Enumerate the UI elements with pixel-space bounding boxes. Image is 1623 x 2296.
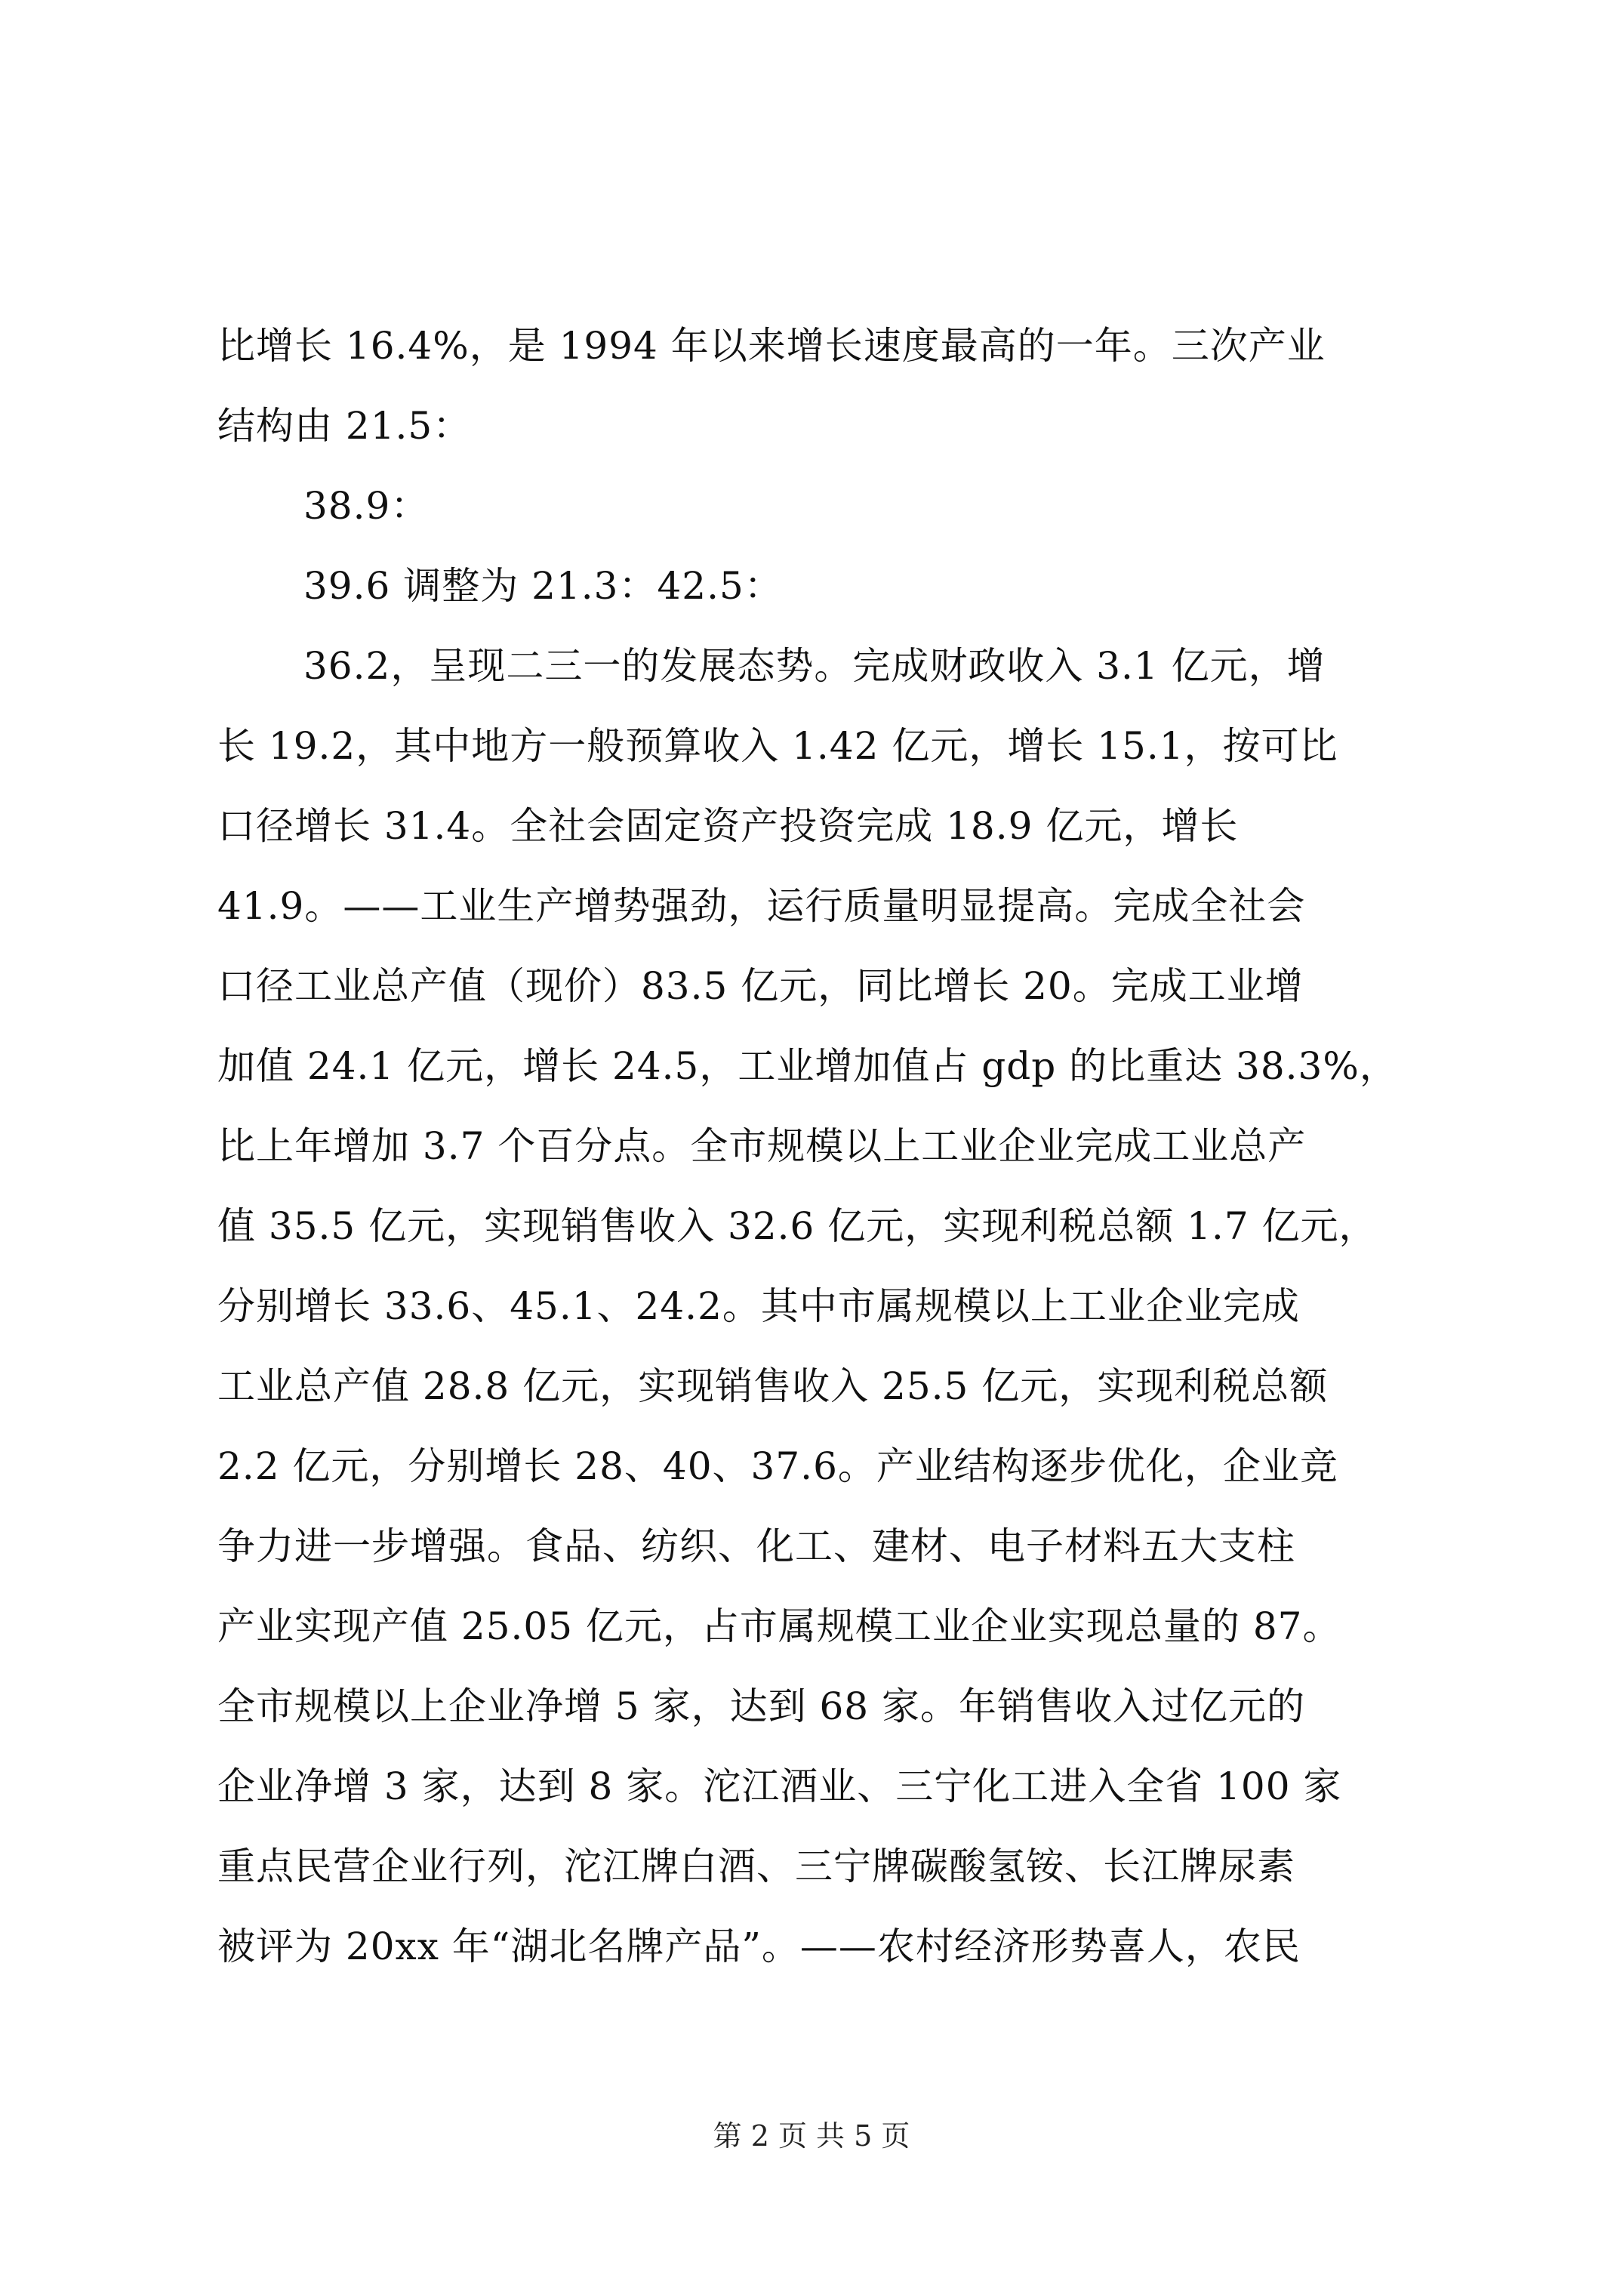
text-line: 值 35.5 亿元，实现销售收入 32.6 亿元，实现利税总额 1.7 亿元， [217,1204,1378,1248]
document-body [217,306,1471,1986]
text-line: 争力进一步增强。食品、纺织、化工、建材、电子材料五大支柱 [217,1524,1295,1568]
text-line: 38.9： [303,484,430,528]
text-line: 工业总产值 28.8 亿元，实现销售收入 25.5 亿元，实现利税总额 [217,1364,1329,1408]
text-line: 口径工业总产值（现价）83.5 亿元，同比增长 20。完成工业增 [217,964,1304,1008]
text-line: 分别增长 33.6、45.1、24.2。其中市属规模以上工业企业完成 [217,1284,1300,1328]
text-line: 结构由 21.5： [217,404,472,448]
page-footer: 第 2 页 共 5 页 [713,2119,910,2153]
text-line: 加值 24.1 亿元，增长 24.5，工业增加值占 gdp 的比重达 38.3%， [217,1044,1398,1088]
text-line: 比增长 16.4%，是 1994 年以来增长速度最高的一年。三次产业 [217,324,1326,368]
text-line: 企业净增 3 家，达到 8 家。沱江酒业、三宁化工进入全省 100 家 [217,1764,1342,1808]
text-line: 41.9。——工业生产增势强劲，运行质量明显提高。完成全社会 [217,884,1306,928]
text-line: 36.2，呈现二三一的发展态势。完成财政收入 3.1 亿元，增 [303,644,1326,688]
text-line: 被评为 20xx 年“湖北名牌产品”。——农村经济形势喜人，农民 [217,1925,1301,1968]
text-line: 长 19.2，其中地方一般预算收入 1.42 亿元，增长 15.1，按可比 [217,724,1338,768]
text-line: 2.2 亿元，分别增长 28、40、37.6。产业结构逐步优化，企业竞 [217,1444,1338,1488]
text-line: 比上年增加 3.7 个百分点。全市规模以上工业企业完成工业总产 [217,1124,1307,1168]
text-line: 产业实现产值 25.05 亿元，占市属规模工业企业实现总量的 87。 [217,1604,1341,1648]
text-line: 全市规模以上企业净增 5 家，达到 68 家。年销售收入过亿元的 [217,1684,1306,1728]
text-line: 口径增长 31.4。全社会固定资产投资完成 18.9 亿元，增长 [217,804,1239,848]
text-line: 重点民营企业行列，沱江牌白酒、三宁牌碳酸氢铵、长江牌尿素 [217,1845,1295,1888]
text-line: 39.6 调整为 21.3：42.5： [303,564,783,608]
